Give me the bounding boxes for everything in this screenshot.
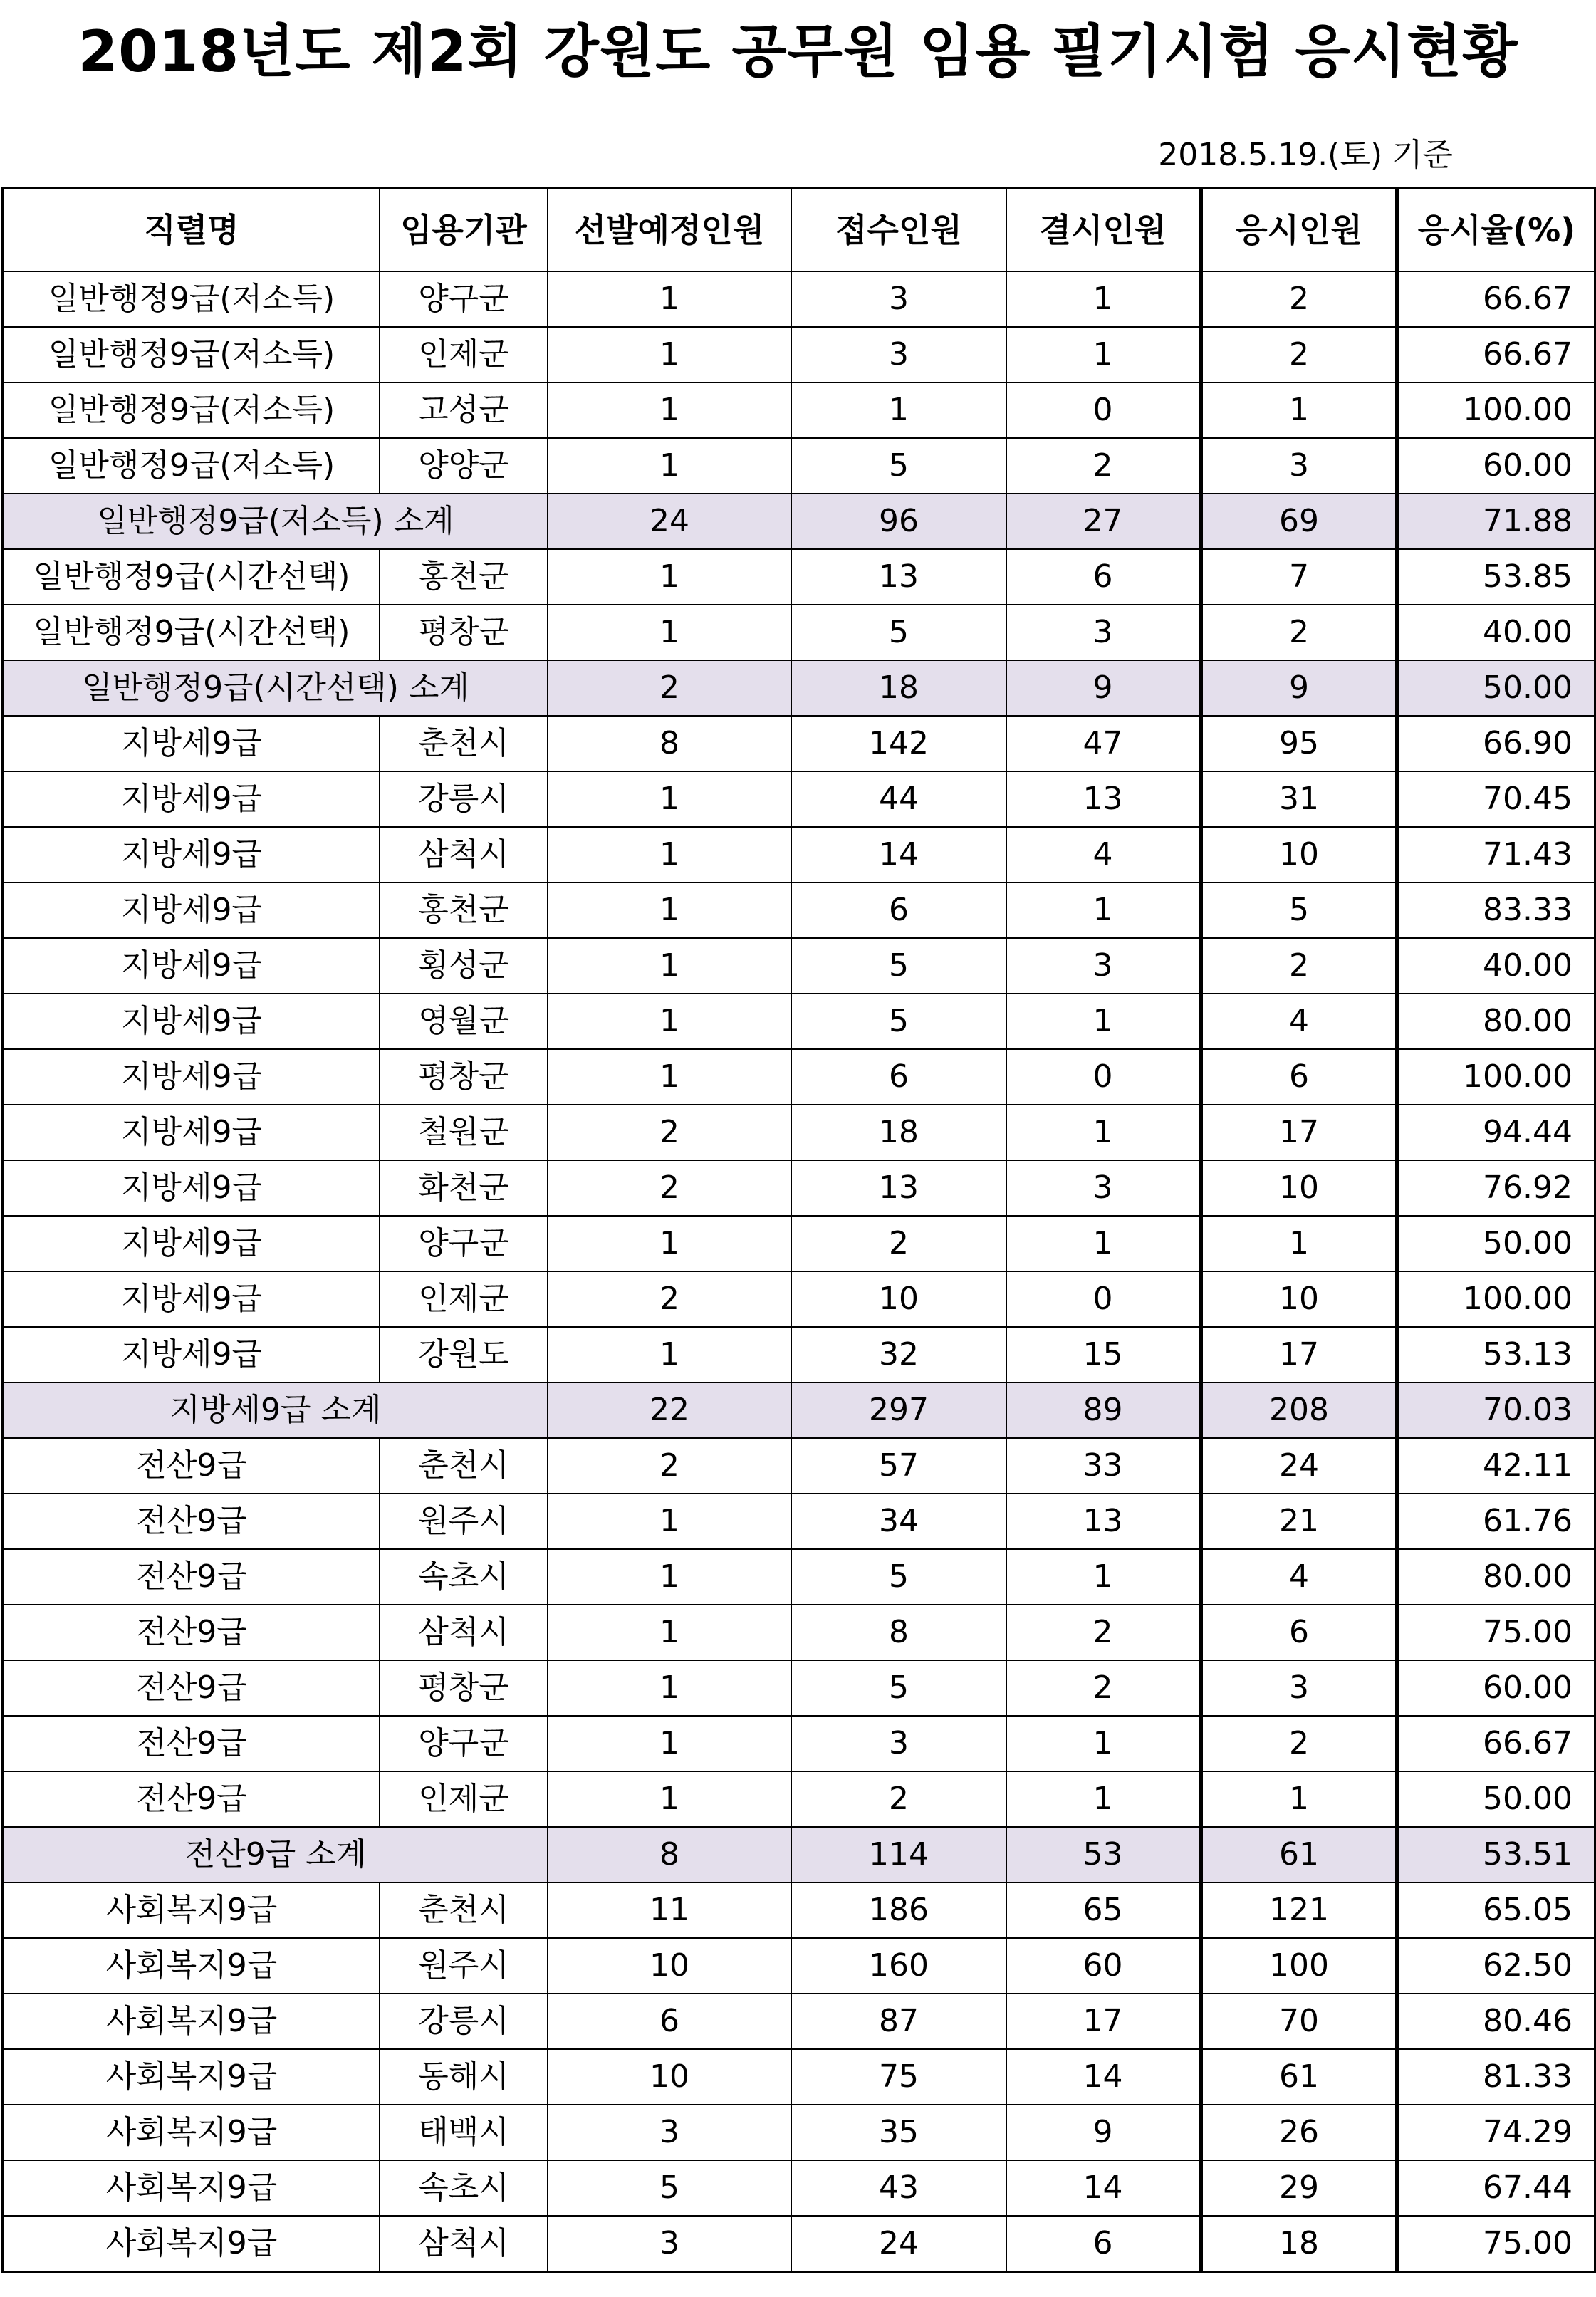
cell-planned: 6	[548, 1994, 791, 2049]
cell-rate: 62.50	[1397, 1938, 1595, 1994]
table-row	[3, 1327, 1595, 1382]
cell-job: 일반행정9급(시간선택)	[3, 549, 380, 605]
cell-rate: 80.46	[1397, 1994, 1595, 2049]
cell-org: 홍천군	[380, 549, 548, 605]
subtotal-row	[3, 1827, 1595, 1882]
cell-job: 지방세9급	[3, 771, 380, 827]
cell-planned: 8	[548, 716, 791, 771]
cell-rate: 71.43	[1397, 827, 1595, 882]
cell-job: 지방세9급	[3, 1271, 380, 1327]
cell-rate: 100.00	[1397, 1049, 1595, 1105]
table-row	[3, 771, 1595, 827]
cell-rate: 70.03	[1397, 1382, 1595, 1438]
cell-job: 일반행정9급(저소득)	[3, 271, 380, 327]
cell-job: 사회복지9급	[3, 2049, 380, 2105]
cell-took: 2	[1201, 1716, 1397, 1771]
cell-org: 삼척시	[380, 1605, 548, 1660]
cell-took: 208	[1201, 1382, 1397, 1438]
cell-planned: 1	[548, 1049, 791, 1105]
cell-job: 전산9급	[3, 1605, 380, 1660]
cell-planned: 1	[548, 771, 791, 827]
cell-job: 사회복지9급	[3, 1938, 380, 1994]
subtotal-label: 일반행정9급(시간선택) 소계	[3, 660, 548, 716]
cell-took: 4	[1201, 1549, 1397, 1605]
cell-absent: 60	[1006, 1938, 1201, 1994]
cell-job: 전산9급	[3, 1494, 380, 1549]
cell-applied: 3	[791, 1716, 1006, 1771]
cell-absent: 65	[1006, 1882, 1201, 1938]
cell-rate: 66.67	[1397, 271, 1595, 327]
cell-planned: 10	[548, 1938, 791, 1994]
cell-took: 18	[1201, 2216, 1397, 2272]
table-row	[3, 1049, 1595, 1105]
cell-rate: 53.85	[1397, 549, 1595, 605]
cell-planned: 3	[548, 2216, 791, 2272]
cell-org: 강릉시	[380, 771, 548, 827]
subtotal-label: 전산9급 소계	[3, 1827, 548, 1882]
table-row	[3, 716, 1595, 771]
cell-applied: 18	[791, 660, 1006, 716]
cell-planned: 1	[548, 1660, 791, 1716]
table-row	[3, 994, 1595, 1049]
cell-job: 사회복지9급	[3, 2160, 380, 2216]
cell-absent: 14	[1006, 2049, 1201, 2105]
table-row	[3, 882, 1595, 938]
cell-job: 일반행정9급(저소득)	[3, 438, 380, 494]
cell-applied: 10	[791, 1271, 1006, 1327]
cell-org: 홍천군	[380, 882, 548, 938]
table-row	[3, 2216, 1595, 2272]
table-row	[3, 2049, 1595, 2105]
col-header-rate: 응시율(%)	[1397, 188, 1595, 271]
cell-rate: 40.00	[1397, 938, 1595, 994]
cell-applied: 6	[791, 882, 1006, 938]
cell-applied: 114	[791, 1827, 1006, 1882]
cell-applied: 13	[791, 1160, 1006, 1216]
cell-org: 영월군	[380, 994, 548, 1049]
cell-took: 2	[1201, 327, 1397, 382]
table-row	[3, 938, 1595, 994]
cell-took: 4	[1201, 994, 1397, 1049]
cell-job: 일반행정9급(저소득)	[3, 382, 380, 438]
table-row	[3, 1160, 1595, 1216]
cell-absent: 1	[1006, 1216, 1201, 1271]
cell-absent: 4	[1006, 827, 1201, 882]
cell-org: 속초시	[380, 1549, 548, 1605]
cell-planned: 1	[548, 271, 791, 327]
subtotal-label: 일반행정9급(저소득) 소계	[3, 494, 548, 549]
cell-job: 지방세9급	[3, 1160, 380, 1216]
cell-rate: 70.45	[1397, 771, 1595, 827]
cell-took: 61	[1201, 2049, 1397, 2105]
table-row	[3, 1438, 1595, 1494]
cell-applied: 5	[791, 1549, 1006, 1605]
cell-org: 인제군	[380, 1271, 548, 1327]
cell-planned: 1	[548, 605, 791, 660]
cell-rate: 75.00	[1397, 1605, 1595, 1660]
cell-applied: 35	[791, 2105, 1006, 2160]
cell-rate: 40.00	[1397, 605, 1595, 660]
cell-org: 횡성군	[380, 938, 548, 994]
cell-applied: 32	[791, 1327, 1006, 1382]
cell-took: 61	[1201, 1827, 1397, 1882]
cell-org: 고성군	[380, 382, 548, 438]
cell-absent: 6	[1006, 2216, 1201, 2272]
cell-job: 전산9급	[3, 1660, 380, 1716]
cell-applied: 3	[791, 271, 1006, 327]
cell-absent: 3	[1006, 605, 1201, 660]
cell-planned: 1	[548, 1716, 791, 1771]
cell-took: 1	[1201, 1771, 1397, 1827]
cell-applied: 57	[791, 1438, 1006, 1494]
cell-org: 양양군	[380, 438, 548, 494]
cell-rate: 83.33	[1397, 882, 1595, 938]
cell-rate: 94.44	[1397, 1105, 1595, 1160]
cell-absent: 1	[1006, 994, 1201, 1049]
table-row	[3, 271, 1595, 327]
cell-job: 사회복지9급	[3, 1882, 380, 1938]
cell-took: 3	[1201, 1660, 1397, 1716]
col-header-job: 직렬명	[3, 188, 380, 271]
cell-took: 5	[1201, 882, 1397, 938]
cell-org: 삼척시	[380, 2216, 548, 2272]
cell-planned: 2	[548, 1271, 791, 1327]
cell-job: 전산9급	[3, 1438, 380, 1494]
cell-rate: 100.00	[1397, 382, 1595, 438]
cell-applied: 1	[791, 382, 1006, 438]
cell-took: 24	[1201, 1438, 1397, 1494]
cell-took: 17	[1201, 1327, 1397, 1382]
cell-applied: 13	[791, 549, 1006, 605]
cell-job: 사회복지9급	[3, 2105, 380, 2160]
cell-took: 6	[1201, 1605, 1397, 1660]
cell-rate: 60.00	[1397, 438, 1595, 494]
cell-planned: 2	[548, 1160, 791, 1216]
cell-planned: 1	[548, 1549, 791, 1605]
cell-org: 춘천시	[380, 716, 548, 771]
subtotal-row	[3, 1382, 1595, 1438]
cell-planned: 1	[548, 382, 791, 438]
cell-applied: 5	[791, 1660, 1006, 1716]
cell-org: 평창군	[380, 1049, 548, 1105]
cell-org: 동해시	[380, 2049, 548, 2105]
cell-applied: 3	[791, 327, 1006, 382]
cell-took: 31	[1201, 771, 1397, 827]
cell-applied: 5	[791, 994, 1006, 1049]
cell-rate: 80.00	[1397, 994, 1595, 1049]
cell-absent: 2	[1006, 1660, 1201, 1716]
col-header-took: 응시인원	[1201, 188, 1397, 271]
table-row	[3, 382, 1595, 438]
cell-applied: 5	[791, 938, 1006, 994]
cell-planned: 11	[548, 1882, 791, 1938]
cell-took: 29	[1201, 2160, 1397, 2216]
cell-absent: 27	[1006, 494, 1201, 549]
subtotal-row	[3, 660, 1595, 716]
table-row	[3, 827, 1595, 882]
table-row	[3, 1105, 1595, 1160]
cell-rate: 65.05	[1397, 1882, 1595, 1938]
cell-absent: 2	[1006, 438, 1201, 494]
cell-job: 지방세9급	[3, 827, 380, 882]
cell-planned: 10	[548, 2049, 791, 2105]
cell-rate: 50.00	[1397, 660, 1595, 716]
cell-absent: 0	[1006, 1271, 1201, 1327]
cell-job: 전산9급	[3, 1549, 380, 1605]
cell-rate: 74.29	[1397, 2105, 1595, 2160]
col-header-planned: 선발예정인원	[548, 188, 791, 271]
cell-absent: 3	[1006, 938, 1201, 994]
cell-org: 양구군	[380, 1216, 548, 1271]
cell-org: 원주시	[380, 1938, 548, 1994]
cell-took: 95	[1201, 716, 1397, 771]
cell-planned: 2	[548, 1105, 791, 1160]
cell-rate: 60.00	[1397, 1660, 1595, 1716]
cell-job: 전산9급	[3, 1716, 380, 1771]
cell-org: 평창군	[380, 1660, 548, 1716]
cell-rate: 66.67	[1397, 327, 1595, 382]
cell-planned: 2	[548, 1438, 791, 1494]
cell-absent: 0	[1006, 1049, 1201, 1105]
cell-rate: 50.00	[1397, 1216, 1595, 1271]
table-row	[3, 1882, 1595, 1938]
table-row	[3, 1994, 1595, 2049]
cell-job: 지방세9급	[3, 1216, 380, 1271]
cell-rate: 75.00	[1397, 2216, 1595, 2272]
cell-planned: 1	[548, 1494, 791, 1549]
cell-rate: 67.44	[1397, 2160, 1595, 2216]
cell-org: 인제군	[380, 1771, 548, 1827]
cell-planned: 5	[548, 2160, 791, 2216]
cell-applied: 160	[791, 1938, 1006, 1994]
cell-absent: 13	[1006, 771, 1201, 827]
cell-applied: 18	[791, 1105, 1006, 1160]
cell-absent: 15	[1006, 1327, 1201, 1382]
cell-planned: 1	[548, 1771, 791, 1827]
cell-took: 70	[1201, 1994, 1397, 2049]
cell-applied: 5	[791, 605, 1006, 660]
cell-job: 지방세9급	[3, 716, 380, 771]
cell-planned: 1	[548, 327, 791, 382]
cell-org: 철원군	[380, 1105, 548, 1160]
cell-absent: 53	[1006, 1827, 1201, 1882]
cell-applied: 96	[791, 494, 1006, 549]
cell-absent: 33	[1006, 1438, 1201, 1494]
table-row	[3, 1771, 1595, 1827]
cell-took: 10	[1201, 827, 1397, 882]
cell-rate: 100.00	[1397, 1271, 1595, 1327]
cell-rate: 61.76	[1397, 1494, 1595, 1549]
cell-applied: 43	[791, 2160, 1006, 2216]
cell-applied: 24	[791, 2216, 1006, 2272]
cell-planned: 2	[548, 660, 791, 716]
cell-planned: 1	[548, 994, 791, 1049]
page-title: 2018년도 제2회 강원도 공무원 임용 필기시험 응시현황	[78, 19, 1518, 85]
cell-planned: 1	[548, 827, 791, 882]
cell-org: 양구군	[380, 1716, 548, 1771]
cell-absent: 6	[1006, 549, 1201, 605]
cell-took: 10	[1201, 1271, 1397, 1327]
cell-rate: 42.11	[1397, 1438, 1595, 1494]
cell-org: 인제군	[380, 327, 548, 382]
subtotal-label: 지방세9급 소계	[3, 1382, 548, 1438]
cell-rate: 53.51	[1397, 1827, 1595, 1882]
cell-job: 지방세9급	[3, 1049, 380, 1105]
cell-applied: 87	[791, 1994, 1006, 2049]
cell-applied: 75	[791, 2049, 1006, 2105]
cell-applied: 297	[791, 1382, 1006, 1438]
cell-job: 지방세9급	[3, 1105, 380, 1160]
header-row	[3, 188, 1595, 271]
cell-org: 속초시	[380, 2160, 548, 2216]
table-row	[3, 327, 1595, 382]
cell-org: 원주시	[380, 1494, 548, 1549]
cell-planned: 8	[548, 1827, 791, 1882]
cell-rate: 80.00	[1397, 1549, 1595, 1605]
cell-planned: 1	[548, 938, 791, 994]
table-row	[3, 1660, 1595, 1716]
cell-org: 태백시	[380, 2105, 548, 2160]
cell-took: 1	[1201, 1216, 1397, 1271]
cell-org: 강릉시	[380, 1994, 548, 2049]
col-header-absent: 결시인원	[1006, 188, 1201, 271]
table-row	[3, 1216, 1595, 1271]
cell-org: 화천군	[380, 1160, 548, 1216]
cell-took: 7	[1201, 549, 1397, 605]
cell-org: 춘천시	[380, 1438, 548, 1494]
cell-took: 1	[1201, 382, 1397, 438]
cell-rate: 66.67	[1397, 1716, 1595, 1771]
cell-took: 2	[1201, 271, 1397, 327]
cell-took: 2	[1201, 605, 1397, 660]
cell-applied: 5	[791, 438, 1006, 494]
cell-took: 10	[1201, 1160, 1397, 1216]
cell-absent: 1	[1006, 882, 1201, 938]
table-row	[3, 605, 1595, 660]
table-body	[3, 271, 1595, 2272]
cell-org: 강원도	[380, 1327, 548, 1382]
table-row	[3, 1271, 1595, 1327]
cell-org: 양구군	[380, 271, 548, 327]
table-row	[3, 1549, 1595, 1605]
cell-job: 사회복지9급	[3, 1994, 380, 2049]
cell-applied: 2	[791, 1771, 1006, 1827]
cell-absent: 1	[1006, 1549, 1201, 1605]
cell-took: 17	[1201, 1105, 1397, 1160]
cell-absent: 1	[1006, 1716, 1201, 1771]
table-row	[3, 1494, 1595, 1549]
cell-applied: 8	[791, 1605, 1006, 1660]
cell-rate: 50.00	[1397, 1771, 1595, 1827]
cell-planned: 1	[548, 438, 791, 494]
cell-planned: 1	[548, 1327, 791, 1382]
table-row	[3, 1716, 1595, 1771]
table-row	[3, 1605, 1595, 1660]
table-row	[3, 2160, 1595, 2216]
cell-absent: 3	[1006, 1160, 1201, 1216]
cell-absent: 9	[1006, 2105, 1201, 2160]
table-row	[3, 549, 1595, 605]
cell-absent: 13	[1006, 1494, 1201, 1549]
cell-rate: 81.33	[1397, 2049, 1595, 2105]
cell-rate: 76.92	[1397, 1160, 1595, 1216]
cell-took: 21	[1201, 1494, 1397, 1549]
cell-job: 일반행정9급(저소득)	[3, 327, 380, 382]
cell-job: 지방세9급	[3, 994, 380, 1049]
cell-took: 121	[1201, 1882, 1397, 1938]
cell-took: 3	[1201, 438, 1397, 494]
cell-rate: 71.88	[1397, 494, 1595, 549]
cell-absent: 2	[1006, 1605, 1201, 1660]
cell-absent: 1	[1006, 327, 1201, 382]
cell-planned: 1	[548, 1605, 791, 1660]
cell-job: 지방세9급	[3, 882, 380, 938]
cell-rate: 66.90	[1397, 716, 1595, 771]
table-row	[3, 438, 1595, 494]
cell-took: 2	[1201, 938, 1397, 994]
cell-planned: 1	[548, 882, 791, 938]
date-note: 2018.5.19.(토) 기준	[1158, 137, 1453, 173]
cell-org: 춘천시	[380, 1882, 548, 1938]
cell-took: 9	[1201, 660, 1397, 716]
cell-rate: 53.13	[1397, 1327, 1595, 1382]
cell-took: 26	[1201, 2105, 1397, 2160]
cell-applied: 142	[791, 716, 1006, 771]
cell-planned: 3	[548, 2105, 791, 2160]
cell-absent: 89	[1006, 1382, 1201, 1438]
cell-took: 6	[1201, 1049, 1397, 1105]
cell-took: 100	[1201, 1938, 1397, 1994]
cell-absent: 14	[1006, 2160, 1201, 2216]
cell-absent: 1	[1006, 1771, 1201, 1827]
cell-applied: 44	[791, 771, 1006, 827]
cell-applied: 14	[791, 827, 1006, 882]
cell-applied: 34	[791, 1494, 1006, 1549]
cell-org: 삼척시	[380, 827, 548, 882]
cell-absent: 47	[1006, 716, 1201, 771]
cell-job: 전산9급	[3, 1771, 380, 1827]
col-header-org: 임용기관	[380, 188, 548, 271]
cell-absent: 1	[1006, 1105, 1201, 1160]
cell-planned: 1	[548, 549, 791, 605]
cell-took: 69	[1201, 494, 1397, 549]
cell-applied: 186	[791, 1882, 1006, 1938]
results-table	[1, 187, 1596, 2273]
table-row	[3, 2105, 1595, 2160]
cell-applied: 6	[791, 1049, 1006, 1105]
cell-absent: 9	[1006, 660, 1201, 716]
cell-applied: 2	[791, 1216, 1006, 1271]
cell-planned: 24	[548, 494, 791, 549]
cell-org: 평창군	[380, 605, 548, 660]
subtotal-row	[3, 494, 1595, 549]
cell-job: 지방세9급	[3, 1327, 380, 1382]
cell-planned: 22	[548, 1382, 791, 1438]
cell-absent: 0	[1006, 382, 1201, 438]
cell-job: 사회복지9급	[3, 2216, 380, 2272]
cell-absent: 1	[1006, 271, 1201, 327]
cell-planned: 1	[548, 1216, 791, 1271]
cell-job: 지방세9급	[3, 938, 380, 994]
cell-absent: 17	[1006, 1994, 1201, 2049]
col-header-applied: 접수인원	[791, 188, 1006, 271]
table-row	[3, 1938, 1595, 1994]
cell-job: 일반행정9급(시간선택)	[3, 605, 380, 660]
